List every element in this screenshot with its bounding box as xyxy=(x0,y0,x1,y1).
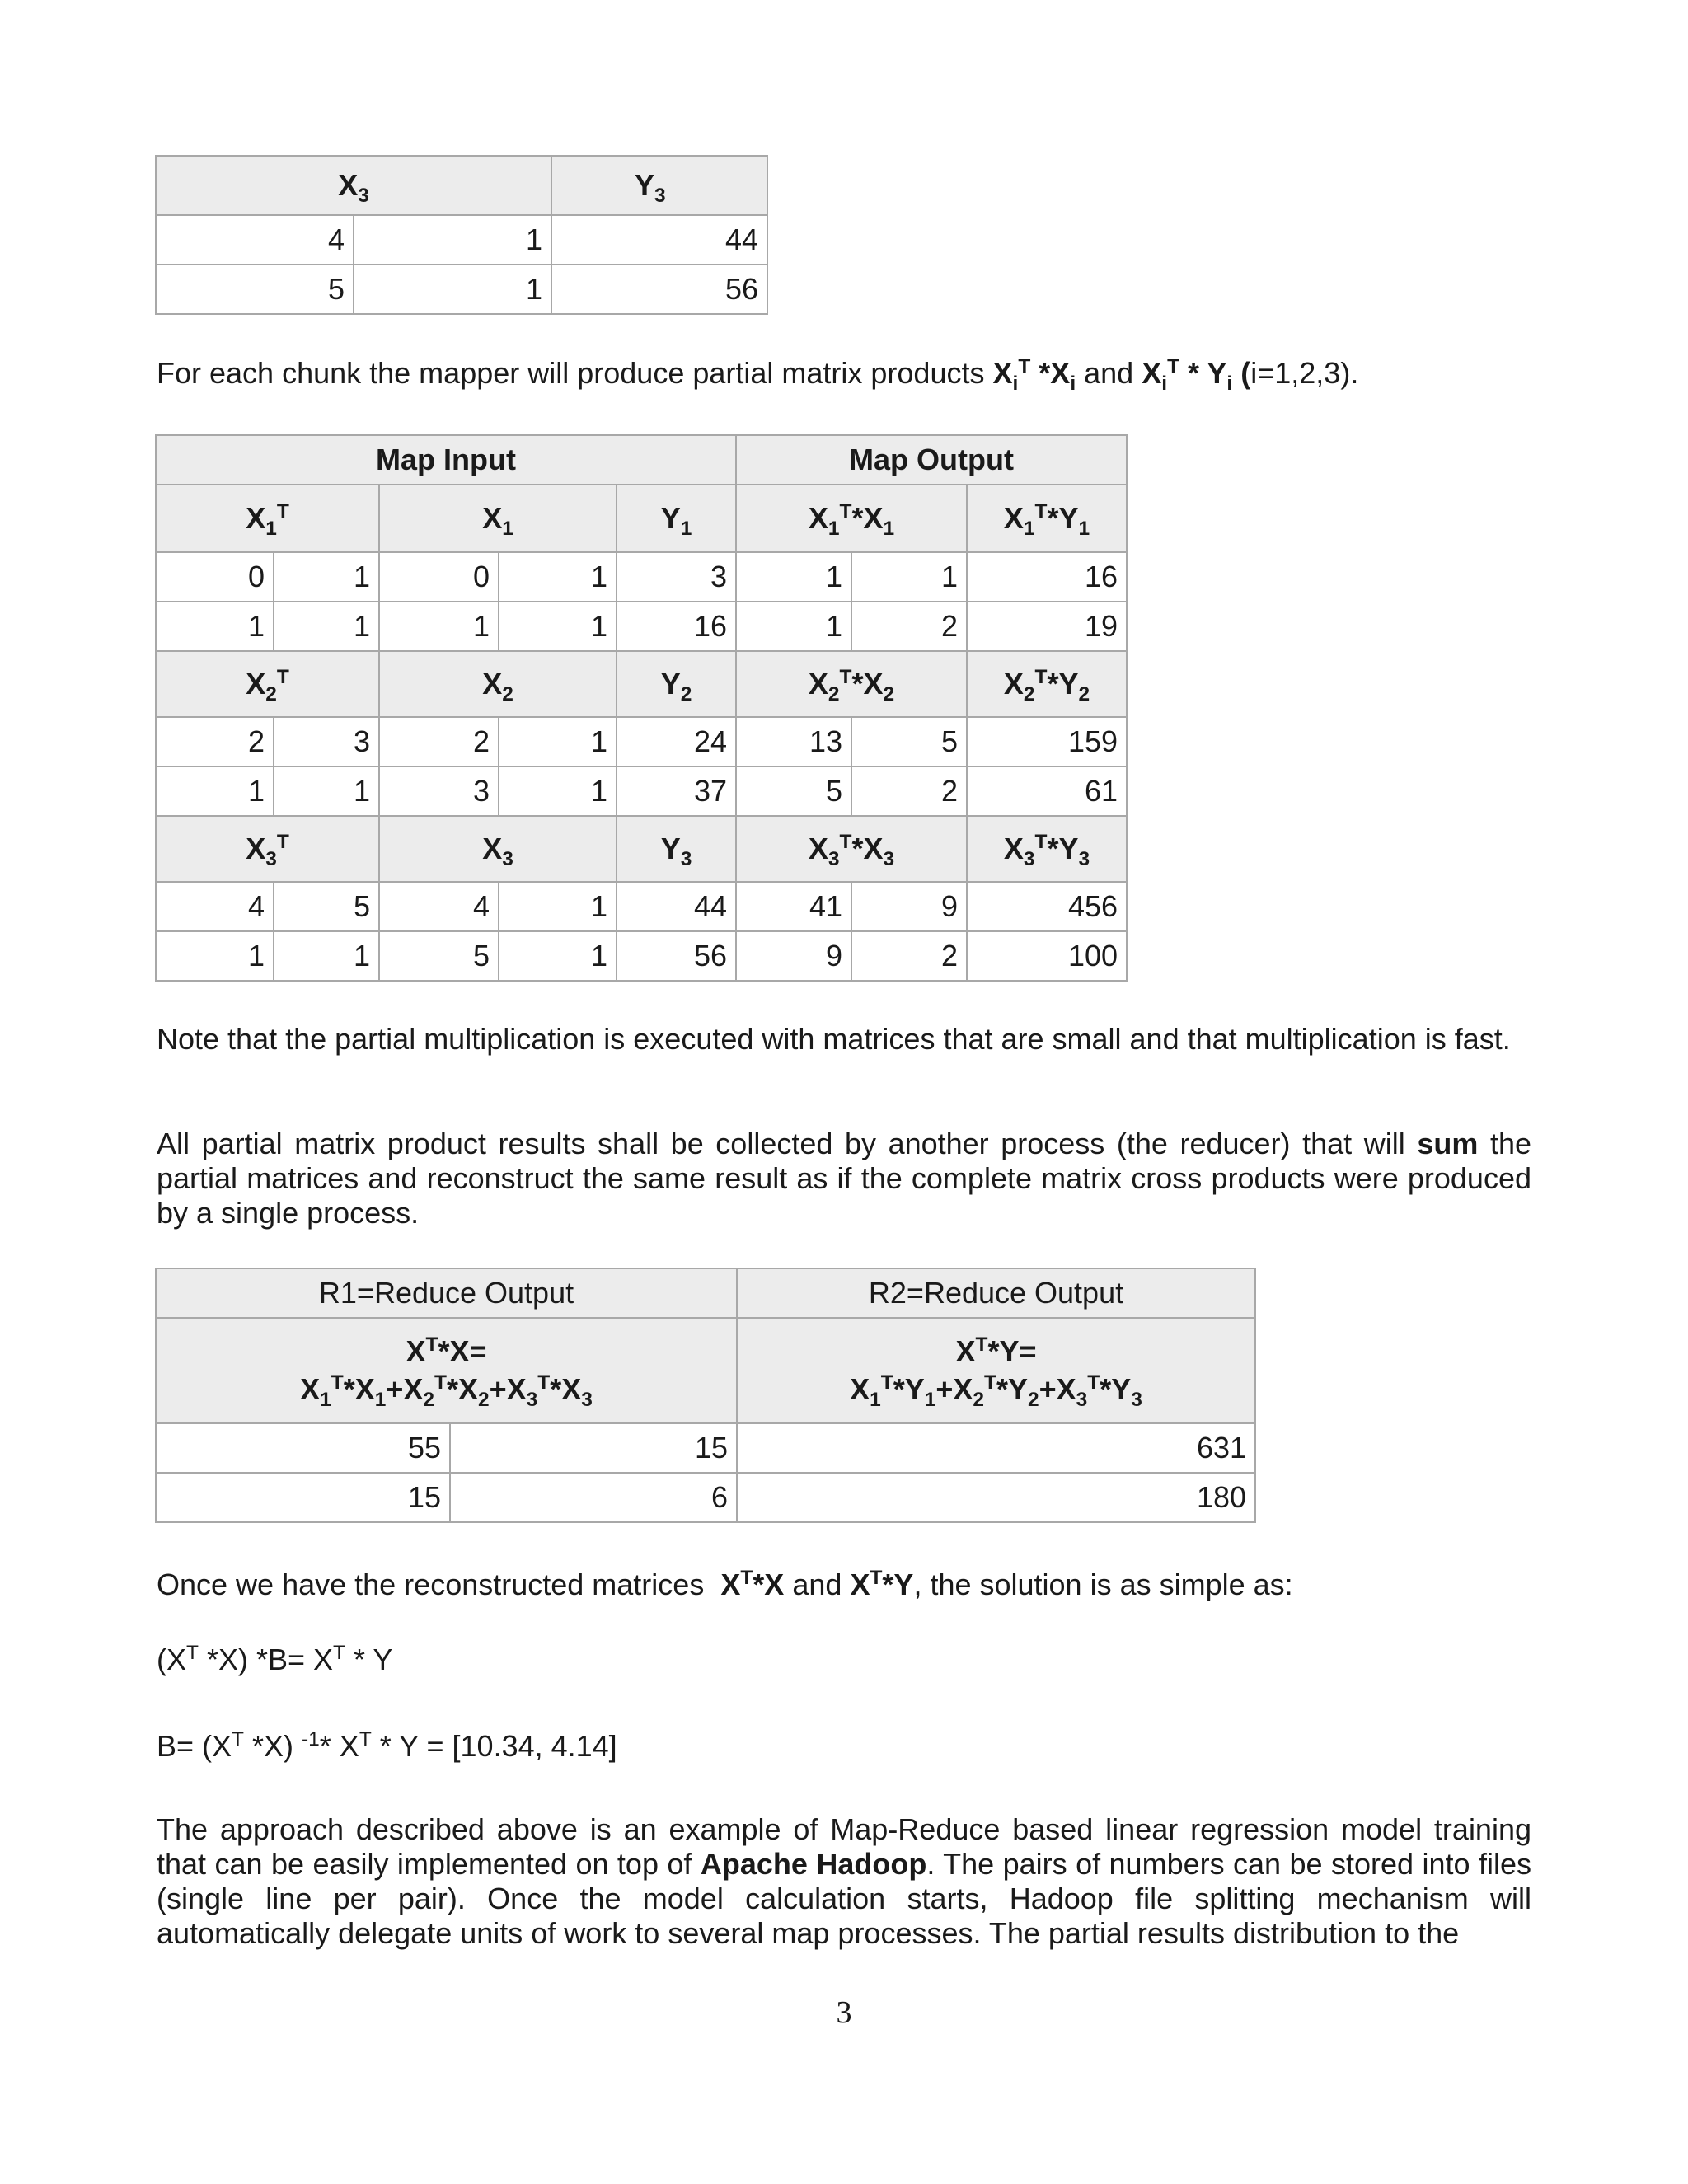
page-number: 3 xyxy=(836,1995,852,2030)
map-table xyxy=(155,434,1128,982)
reduce-table xyxy=(155,1268,1256,1523)
r2-formula: $X^T*Y=$ $X_1^T*Y_1+X_2^T*Y_2+X_3^T*Y_3$ xyxy=(737,1318,1255,1423)
solution-intro: Once we have the reconstructed matrices $X^T*X$ and $X^T*Y$, the solution is as simple as: xyxy=(157,1567,1293,1601)
normal-equation: ($X^T$ *X) $*B= X^T * Y$ xyxy=(157,1642,393,1676)
r1-formula: $X^T*X=$ $X_1^T*X_1+X_2^T*X_2+X_3^T*X_3$ xyxy=(156,1318,737,1423)
note-paragraph: Note that the partial multiplication is executed with matrices that are small and that multiplication is fast. xyxy=(157,1022,1511,1056)
group-header-row: $X_2^T$ $X_2$ $Y_2$ $X_2^T*X_2$ $X_2^T*Y_2$ xyxy=(156,651,1127,717)
table-row: 55 15 631 xyxy=(156,1423,1255,1473)
map-output-header: Map Output xyxy=(736,435,1127,485)
table-row: 5 1 56 xyxy=(156,265,767,314)
header-y3: $Y_3$ xyxy=(551,156,767,215)
hadoop-paragraph: The approach described above is an example of Map-Reduce based linear regression model training that can be easily implemented on top of Apache Hadoop. The pairs of numbers can be stored into files (single line per pair). Once the model calculation starts, Hadoop file splitting mechanism will automatically delegate units of work to several map processes. The partial results distribution to the xyxy=(157,1812,1531,1950)
group-header-row: $X_3^T$ $X_3$ $Y_3$ $X_3^T*X_3$ $X_3^T*Y_3$ xyxy=(156,816,1127,882)
table-row: 15 6 180 xyxy=(156,1473,1255,1522)
group-header-row: $X_1^T$ $X_1$ $Y_1$ $X_1^T*X_1$ $X_1^T*Y_1$ xyxy=(156,485,1127,552)
table-row: 4 1 44 xyxy=(156,215,767,265)
table-row: 1 1 5 1 56 9 2 100 xyxy=(156,931,1127,981)
solution-equation: $B= (X^T$ *X) $^{-1}$* $X^T * Y = [10.34$, 4.14] xyxy=(157,1728,617,1763)
reducer-paragraph: All partial matrix product results shall be collected by another process (the reducer) that will sum the partial matrices and reconstruct the same result as if the complete matrix cross products were produced by a single process. xyxy=(157,1127,1531,1230)
table-row: 1 1 1 1 16 1 2 19 xyxy=(156,602,1127,651)
table-row: 4 5 4 1 44 41 9 456 xyxy=(156,882,1127,931)
mapper-description: For each chunk the mapper will produce partial matrix products $X_i^T$ $*X_i$ and $X_i^T * Y_i$ (i=1,2,3). xyxy=(157,355,1359,396)
table-row: 1 1 3 1 37 5 2 61 xyxy=(156,766,1127,816)
chunk3-table xyxy=(155,155,768,315)
r2-header: R2=Reduce Output xyxy=(737,1268,1255,1318)
table-row: 0 1 0 1 3 1 1 16 xyxy=(156,552,1127,602)
table-row: 2 3 2 1 24 13 5 159 xyxy=(156,717,1127,766)
r1-header: R1=Reduce Output xyxy=(156,1268,737,1318)
header-x3: $X_3$ xyxy=(156,156,551,215)
map-input-header: Map Input xyxy=(156,435,736,485)
